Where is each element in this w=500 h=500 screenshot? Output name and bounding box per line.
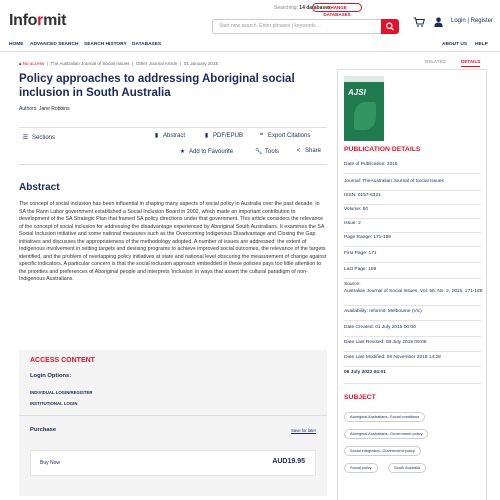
divider [19,127,327,128]
divider [344,320,482,321]
share-button[interactable]: < Share [296,148,322,154]
lock-icon: 🔒︎ [19,61,22,66]
journal-cover [344,76,384,141]
header [0,0,500,40]
login-options-label: Login Options: [30,373,72,379]
institutional-login-link[interactable]: INSTITUTIONAL LOGIN [30,401,78,406]
first-page-detail: First Page: 171 [344,251,377,256]
search-button[interactable] [381,19,399,34]
divider [344,246,482,247]
subject-tag[interactable]: Aboriginal Australians--Social conditions [344,412,425,422]
cart-icon[interactable] [413,17,425,27]
article-meta: 🔒︎ No access | The Australian Journal of Social Issues | Other Journal Article | 01 January 2015 [19,61,219,66]
search-input[interactable]: Start new search. Enter phrases | keywords ... [212,19,382,34]
availability-detail: Availability: Informit, Melbourne (Vic) [344,309,422,314]
date-of-publication: Date of Publication: 2015 [344,162,398,167]
share-icon: < [296,148,301,154]
buy-now-label[interactable]: Buy Now [40,460,61,466]
individual-login-link[interactable]: INDIVIDUAL LOGIN/REGISTER [30,390,93,395]
abstract-button[interactable]: ▮ Abstract [154,133,186,139]
sections-button[interactable]: ☰ Sections [22,135,56,141]
cover-title: AJSI [348,88,366,97]
change-databases-button[interactable]: CHANGE DATABASES [312,3,362,12]
journal-name[interactable]: The Australian Journal of Social Issues [50,61,130,66]
divider [344,351,482,352]
subject-tag[interactable]: Aboriginal Australians--Government policy [344,429,428,439]
cover-band [344,76,384,82]
quote-icon: ❝ [259,133,264,139]
subject-tag[interactable]: Social policy [344,463,378,473]
add-to-favourite-button[interactable]: ★ Add to Favourite [179,149,234,155]
date-modified-detail: Date Last Modified: 08 November 2019 14:28 [344,355,441,360]
last-page-detail: Last Page: 189 [344,267,377,272]
author-link[interactable]: Jane Robbins [39,106,70,112]
journal-detail: Journal: TheAustralian Journal of Social Issues [344,179,444,184]
wrench-icon: 🔧︎ [255,149,263,155]
nav-home[interactable]: HOME [9,42,24,47]
access-content-heading: ACCESS CONTENT [30,357,95,364]
divider [344,262,482,263]
tools-button[interactable]: 🔧︎ Tools [255,149,280,155]
subject-heading: SUBJECT [344,394,376,401]
save-for-later-link[interactable]: Save for later [291,428,316,433]
volume-detail: Volume: 50 [344,207,369,212]
search-icon [381,19,399,34]
nav-databases[interactable]: DATABASES [132,42,162,47]
divider [19,415,327,416]
divider [344,232,482,233]
no-access-label: No access [22,61,45,66]
subject-tag[interactable]: Social integration--Government policy [344,446,421,456]
authors-label: Authors: [19,106,38,112]
divider [344,305,482,306]
star-icon: ★ [179,149,186,155]
access-content-panel [19,350,327,496]
export-citations-button[interactable]: ❝ Export Citations [259,133,311,139]
divider [344,383,482,384]
user-icon[interactable] [434,17,443,27]
authors [19,106,70,112]
divider [344,173,482,174]
divider [19,164,327,165]
purchase-label: Purchase [30,427,57,433]
pdf-icon: ▮ [204,133,209,139]
divider [344,190,482,191]
abstract-text: The concept of social inclusion has been influential in shaping many aspects of social policy in Australia over the past decade. In SA the Rann Labor government established a Social Inclusion Board in 2002, which made an important contribution to development of the SA Strategic Plan that framed SA policy directions under that government. This article considers the relevance of the concept of social inclusion for addressing the disadvantage experienced by Aboriginal South Australians. It examines the SA Social Inclusion initiative and some national measures such as the Overcoming Indigenous Disadvantage and Closing the Gap initiatives and discusses the appropriateness of the methodology adopted. A number of issues are addressed: the extent of Indigenous involvement in setting targets and devising programs to achieve improved social outcomes, the relevance of the targets identified, and the problem of overlapping policy initiatives at state and national level obscuring the measurement of change against specific indicators. A particular concern is that the social inclusion approach embedded in these policies pays too little attention to the priorities and preferences of Aboriginal people and interprets 'inclusion' in ways that assert the cultural paradigm of non-Indigenous Australians. [19,201,327,282]
nav-help[interactable]: HELP [475,42,488,47]
date-revised-detail: Date Last Revised: 08 July 2015 09:06 [344,340,427,345]
subject-tag[interactable]: South Australia [388,463,426,473]
document-icon: ▮ [154,133,159,139]
issue-detail: Issue: 2 [344,221,361,226]
searching-label: Searching: 14 databases [274,5,331,11]
nav-search-history[interactable]: SEARCH HISTORY [84,42,127,47]
date-created-detail: Date Created: 01 July 2015 00:00 [344,325,416,330]
sidebar-tabs [337,57,487,69]
nav-advanced-search[interactable]: ADVANCED SEARCH [30,42,79,47]
divider [344,366,482,367]
login-register-link[interactable]: Login | Register [451,18,493,24]
divider [344,218,482,219]
abstract-heading: Abstract [19,182,60,193]
page-range-detail: Page Range: 171-189 [344,235,391,240]
tab-details[interactable]: DETAILS [461,59,480,67]
nav-about-us[interactable]: ABOUT US [442,42,468,47]
tab-related[interactable]: RELATED [425,59,446,64]
buy-now-box[interactable] [30,450,316,476]
divider [344,204,482,205]
date-extra-detail: 06 July 2022 04:01 [344,370,386,375]
cover-leaf-graphic [354,102,376,130]
pdf-epub-button[interactable]: ▮ PDF/EPUB [204,133,244,139]
divider [344,278,482,279]
issn-detail: ISSN: 0157-6321 [344,193,381,198]
price: AUD19.95 [272,458,305,465]
details-panel [337,69,487,500]
publication-details-heading: PUBLICATION DETAILS [344,146,421,153]
menu-icon: ☰ [22,135,29,141]
article-date: 01 January 2015 [183,61,219,66]
article-type: Other Journal Article [135,61,178,66]
source-detail: Source: Australian Journal of Social Issues, Vol. 50, No. 2, 2015, 171-189 [344,282,483,294]
informit-logo[interactable]: Informit [9,12,67,29]
main-nav [0,40,500,52]
divider [344,336,482,337]
page-title: Policy approaches to addressing Aboriginal social inclusion in South Australia [19,73,295,99]
